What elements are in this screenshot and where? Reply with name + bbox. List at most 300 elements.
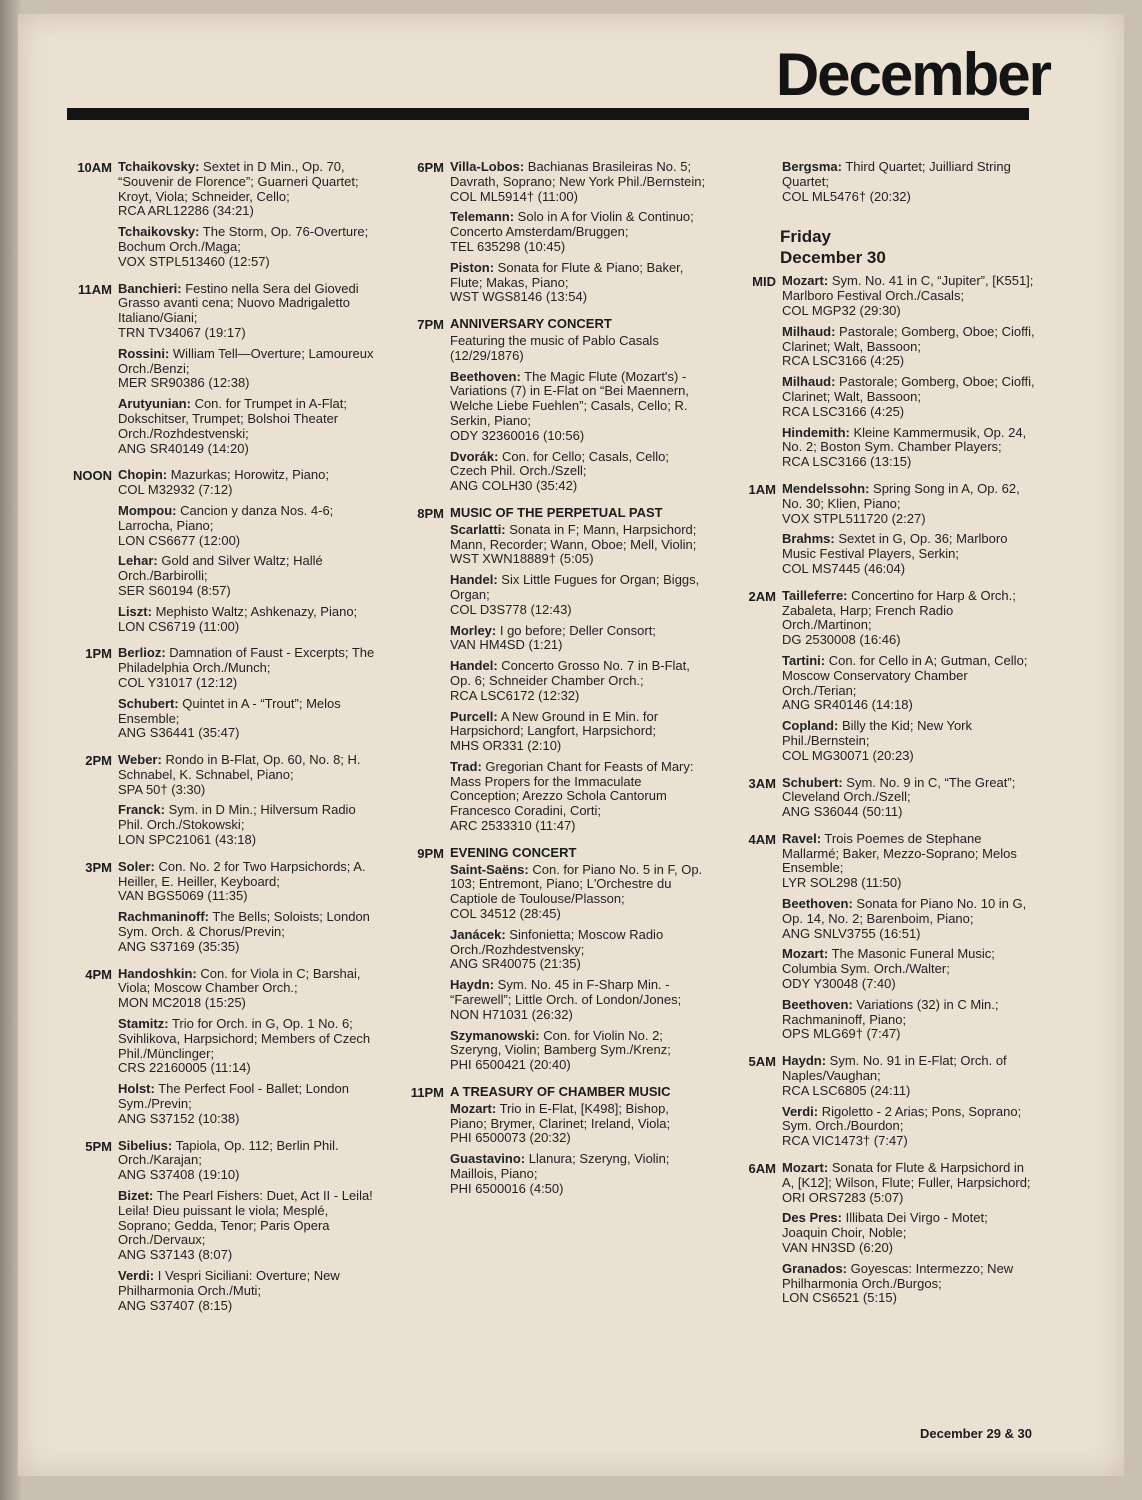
listing-entry: [450, 210, 708, 254]
recording-id: COL M32932 (7:12): [118, 482, 233, 498]
time-label: 9PM: [417, 845, 444, 861]
composer: Mendelssohn:: [782, 480, 870, 496]
composer: Soler:: [118, 858, 155, 874]
work-details: Con. for Viola in C; Barshai, Viola; Moscow Chamber Orch.;: [118, 965, 361, 996]
time-label: 2AM: [748, 588, 776, 604]
time-slot: [398, 1085, 708, 1203]
recording-id: DG 2530008 (16:46): [782, 632, 901, 648]
recording-id: RCA LSC6805 (24:11): [782, 1082, 911, 1098]
recording-id: ANG SR40075 (21:35): [450, 956, 581, 972]
listing-entry: [118, 554, 384, 598]
program-title: ANNIVERSARY CONCERT: [450, 316, 612, 332]
listing-entry: [118, 860, 384, 904]
time-label: 5PM: [85, 1138, 112, 1154]
composer: Berlioz:: [118, 645, 166, 661]
time-label: 10AM: [77, 160, 112, 175]
composer: Tchaikovsky:: [118, 159, 200, 174]
work-details: Gregorian Chant for Feasts of Mary: Mass Propers for the Immaculate Conception; Arezzo Schola Cantorum Francesco Coradini, Corti;: [450, 758, 694, 819]
work-details: Sym. No. 45 in F-Sharp Min. - “Farewell”; Little Orch. of London/Jones;: [450, 977, 682, 1008]
recording-id: PHI 6500421 (20:40): [450, 1057, 571, 1073]
program-description: Featuring the music of Pablo Casals (12/29/1876): [450, 332, 659, 363]
day-heading-weekday: Friday: [780, 227, 832, 247]
recording-id: ANG S37152 (10:38): [118, 1110, 240, 1126]
time-slot: [730, 1161, 1035, 1312]
listing-entry: [450, 1029, 708, 1073]
time-slot: [398, 506, 708, 840]
composer: Mozart:: [782, 273, 829, 289]
listing-entry: [450, 1152, 708, 1196]
listing-entry: [118, 753, 384, 797]
header-rule: [67, 108, 1029, 120]
listing-entry: [782, 1262, 1035, 1306]
time-slot: [66, 160, 384, 276]
slot-entries: [118, 646, 384, 747]
listing-entry: [782, 375, 1035, 419]
slot-entries: [782, 1054, 1035, 1155]
composer: Sibelius:: [118, 1137, 173, 1153]
program-title: A TREASURY OF CHAMBER MUSIC: [450, 1084, 671, 1100]
composer: Janácek:: [450, 926, 506, 942]
work-details: Con. No. 2 for Two Harpsichords; A. Heiller, E. Heiller, Keyboard;: [118, 858, 366, 889]
listing-entry: [118, 397, 384, 456]
work-details: Variations (32) in C Min.; Rachmaninoff, Piano;: [782, 996, 999, 1027]
work-details: Con. for Cello in A; Gutman, Cello; Moscow Conservatory Chamber Orch./Terian;: [782, 652, 1028, 698]
composer: Lehar:: [118, 553, 158, 569]
recording-id: MON MC2018 (15:25): [118, 995, 246, 1011]
listing-entry: [782, 589, 1035, 648]
work-details: Sinfonietta; Moscow Radio Orch./Rozhdestvensky;: [450, 926, 664, 957]
composer: Beethoven:: [782, 996, 853, 1012]
composer: Chopin:: [118, 467, 168, 483]
composer: Tartini:: [782, 652, 826, 668]
time-label: [730, 160, 782, 210]
work-details: Bachianas Brasileiras No. 5; Davrath, Soprano; New York Phil./Bernstein;: [450, 159, 706, 189]
work-details: Solo in A for Violin & Continuo; Concerto Amsterdam/Bruggen;: [450, 209, 694, 240]
composer: Schubert:: [782, 774, 843, 790]
slot-entries: [118, 1139, 384, 1320]
composer: Des Pres:: [782, 1210, 842, 1226]
work-details: The Magic Flute (Mozart's) - Variations (7) in E-Flat on “Bei Maennern, Welche Liebe Fuehlen”; Casals, Cello; R. Serkin, Piano;: [450, 368, 689, 428]
time-slot: [66, 860, 384, 961]
time-label: 2PM: [85, 753, 112, 769]
column-3-schedule: [730, 274, 1035, 1312]
listing-entry: [782, 1161, 1035, 1205]
recording-id: WST WGS8146 (13:54): [450, 289, 588, 305]
work-details: Pastorale; Gomberg, Oboe; Cioffi, Clarinet; Walt, Bassoon;: [782, 374, 1035, 404]
listing-entry: [782, 1105, 1035, 1149]
composer: Bergsma:: [782, 159, 842, 174]
work-details: Sextet in G, Op. 36; Marlboro Music Festival Players, Serkin;: [782, 531, 1008, 562]
recording-id: LON SPC21061 (43:18): [118, 832, 257, 848]
recording-id: ANG S37143 (8:07): [118, 1247, 233, 1263]
recording-id: COL MG30071 (20:23): [782, 747, 914, 763]
recording-id: ODY 32360016 (10:56): [450, 427, 585, 443]
recording-id: TEL 635298 (10:45): [450, 238, 566, 254]
slot-entries: [118, 753, 384, 854]
composer: Banchieri:: [118, 280, 182, 296]
recording-id: VAN BGS5069 (11:35): [118, 888, 248, 904]
work-details: Damnation of Faust - Excerpts; The Philadelphia Orch./Munch;: [118, 645, 375, 676]
recording-id: ANG SR40149 (14:20): [118, 440, 249, 456]
composer: Mozart:: [450, 1100, 497, 1116]
listing-entry: [118, 1082, 384, 1126]
listing-entry: [450, 160, 708, 204]
composer: Haydn:: [782, 1053, 827, 1069]
time-slot: [398, 160, 708, 311]
recording-id: PHI 6500073 (20:32): [450, 1130, 571, 1146]
listing-entry: [118, 967, 384, 1011]
composer: Milhaud:: [782, 323, 836, 339]
listing-entry: [782, 1211, 1035, 1255]
column-2: [398, 160, 708, 1209]
listing-entry: [782, 776, 1035, 820]
work-details: Con. for Violin No. 2; Szeryng, Violin; Bamberg Sym./Krenz;: [450, 1027, 671, 1058]
page-title: December: [775, 41, 1050, 108]
listing-entry: [782, 274, 1035, 318]
listing-entry: [782, 897, 1035, 941]
time-label: 8PM: [417, 505, 444, 521]
work-details: Gold and Silver Waltz; Hallé Orch./Barbirolli;: [118, 553, 323, 584]
listing-entry: [450, 659, 708, 703]
recording-id: ORI ORS7283 (5:07): [782, 1189, 904, 1205]
work-details: Rigoletto - 2 Arias; Pons, Soprano; Sym. Orch./Bourdon;: [782, 1103, 1022, 1134]
composer: Liszt:: [118, 603, 152, 619]
work-details: Spring Song in A, Op. 62, No. 30; Klien, Piano;: [782, 480, 1020, 511]
work-details: Trois Poemes de Stephane Mallarmé; Baker, Mezzo-Soprano; Melos Ensemble;: [782, 830, 1017, 876]
work-details: Third Quartet; Juilliard String Quartet;: [782, 159, 1011, 189]
work-details: Sym. No. 9 in C, “The Great”; Cleveland Orch./Szell;: [782, 774, 1016, 805]
recording-id: COL ML5476† (20:32): [782, 188, 911, 204]
work-details: Sonata for Flute & Piano; Baker, Flute; Makas, Piano;: [450, 259, 684, 290]
work-details: Tapiola, Op. 112; Berlin Phil. Orch./Karajan;: [118, 1137, 339, 1168]
listing-entry: [450, 370, 708, 444]
listing-entry: [118, 1017, 384, 1076]
composer: Haydn:: [450, 977, 495, 993]
composer: Szymanowski:: [450, 1027, 540, 1043]
recording-id: SER S60194 (8:57): [118, 582, 231, 598]
composer: Rossini:: [118, 345, 170, 361]
work-details: I go before; Deller Consort;: [496, 622, 656, 638]
recording-id: RCA ARL12286 (34:21): [118, 203, 254, 219]
composer: Villa-Lobos:: [450, 159, 525, 174]
composer: Piston:: [450, 259, 495, 275]
recording-id: ANG S36044 (50:11): [782, 804, 903, 820]
day-heading: [780, 226, 1035, 268]
listing-entry: [450, 760, 708, 834]
recording-id: COL Y31017 (12:12): [118, 674, 238, 690]
recording-id: RCA LSC3166 (4:25): [782, 353, 905, 369]
slot-entries: [118, 860, 384, 961]
listing-entry: [118, 646, 384, 690]
work-details: The Pearl Fishers: Duet, Act II - Leila! Leila! Dieu puissant le viola; Mesplé, Soprano; Gedda, Tenor; Paris Opera Orch./Dervaux;: [118, 1188, 373, 1248]
column-3: [730, 160, 1035, 1318]
recording-id: ANG S37169 (35:35): [118, 938, 240, 954]
recording-id: LON CS6677 (12:00): [118, 532, 241, 548]
composer: Handoshkin:: [118, 965, 197, 981]
listing-entry: [782, 947, 1035, 991]
column-3-continuation: [730, 160, 1035, 210]
work-details: Quintet in A - “Trout”; Melos Ensemble;: [118, 695, 341, 726]
listing-entry: [450, 573, 708, 617]
time-label: 1PM: [85, 646, 112, 662]
listing-entry: [782, 1054, 1035, 1098]
slot-entries: [782, 482, 1035, 583]
recording-id: CRS 22160005 (11:14): [118, 1060, 251, 1076]
listing-entry: [118, 160, 384, 219]
time-slot: [66, 646, 384, 747]
time-label: 3PM: [85, 859, 112, 875]
listing-entry: [118, 1189, 384, 1263]
time-label: NOON: [73, 468, 112, 484]
slot-entries: [450, 317, 708, 500]
recording-id: PHI 6500016 (4:50): [450, 1180, 564, 1196]
work-details: Rondo in B-Flat, Op. 60, No. 8; H. Schnabel, K. Schnabel, Piano;: [118, 752, 361, 782]
work-details: Festino nella Sera del Giovedi Grasso avanti cena; Nuovo Madrigaletto Italiano/Giani;: [118, 280, 359, 326]
recording-id: LON CS6521 (5:15): [782, 1290, 897, 1306]
composer: Copland:: [782, 718, 839, 734]
time-label: 7PM: [417, 317, 444, 333]
slot-entries: [782, 832, 1035, 1048]
work-details: The Perfect Fool - Ballet; London Sym./Previn;: [118, 1081, 349, 1112]
recording-id: WST XWN18889† (5:05): [450, 551, 594, 567]
time-slot: [730, 589, 1035, 770]
listing-entry: [450, 1102, 708, 1146]
listing-entry: [782, 426, 1035, 470]
composer: Brahms:: [782, 531, 835, 547]
time-label: 4PM: [85, 966, 112, 982]
composer: Scarlatti:: [450, 521, 506, 537]
recording-id: ODY Y30048 (7:40): [782, 976, 896, 992]
recording-id: ANG S36441 (35:47): [118, 725, 240, 741]
composer: Granados:: [782, 1260, 848, 1276]
work-details: Sym. in D Min.; Hilversum Radio Phil. Orch./Stokowski;: [118, 802, 356, 833]
time-slot: [66, 967, 384, 1133]
composer: Trad:: [450, 758, 482, 774]
time-label: 11PM: [410, 1085, 444, 1101]
time-label: 4AM: [748, 831, 776, 847]
listing-entry: [118, 282, 384, 341]
composer: Morley:: [450, 622, 497, 638]
column-1: [66, 160, 384, 1325]
slot-entries: [782, 160, 1035, 210]
listing-entry: [782, 532, 1035, 576]
time-slot: [398, 317, 708, 500]
composer: Ravel:: [782, 830, 822, 846]
composer: Telemann:: [450, 209, 515, 225]
recording-id: VOX STPL511720 (2:27): [782, 510, 926, 526]
time-slot: [398, 846, 708, 1079]
listing-entry: [782, 832, 1035, 891]
program-title: EVENING CONCERT: [450, 844, 577, 860]
work-details: Con. for Cello; Casals, Cello; Czech Phil. Orch./Szell;: [450, 448, 669, 479]
listing-entry: [782, 482, 1035, 526]
slot-entries: [450, 506, 708, 840]
time-label: MID: [752, 274, 776, 290]
slot-entries: [118, 160, 384, 276]
work-details: Sonata for Flute & Harpsichord in A, [K12]; Wilson, Flute; Fuller, Harpsichord;: [782, 1160, 1031, 1190]
recording-id: LON CS6719 (11:00): [118, 618, 240, 634]
work-details: William Tell—Overture; Lamoureux Orch./Benzi;: [118, 345, 374, 376]
slot-entries: [782, 776, 1035, 826]
listing-entry: [118, 1269, 384, 1313]
composer: Tchaikovsky:: [118, 224, 200, 240]
recording-id: RCA LSC3166 (13:15): [782, 454, 912, 470]
recording-id: ANG S37407 (8:15): [118, 1297, 233, 1313]
time-label: 5AM: [748, 1054, 776, 1070]
recording-id: OPS MLG69† (7:47): [782, 1026, 901, 1042]
slot-entries: [782, 589, 1035, 770]
program-title: MUSIC OF THE PERPETUAL PAST: [450, 504, 663, 520]
composer: Mozart:: [782, 1160, 829, 1176]
composer: Stamitz:: [118, 1016, 169, 1032]
recording-id: COL MS7445 (46:04): [782, 560, 906, 576]
work-details: Mazurkas; Horowitz, Piano;: [167, 467, 329, 483]
listing-entry: [450, 978, 708, 1022]
composer: Verdi:: [782, 1103, 819, 1119]
listing-entry: [118, 1139, 384, 1183]
work-details: Sextet in D Min., Op. 70, “Souvenir de Florence”; Guarneri Quartet; Kroyt, Viola; Schneider, Cello;: [118, 159, 359, 204]
time-label: 1AM: [748, 481, 776, 497]
composer: Weber:: [118, 752, 162, 768]
listing-entry: [118, 910, 384, 954]
recording-id: ANG S37408 (19:10): [118, 1167, 240, 1183]
time-slot: [66, 1139, 384, 1320]
listing-entry: [782, 719, 1035, 763]
composer: Saint-Saëns:: [450, 861, 529, 877]
page-footer: December 29 & 30: [919, 1426, 1032, 1441]
listing-entry: [118, 605, 384, 635]
work-details: The Storm, Op. 76-Overture; Bochum Orch./Maga;: [118, 224, 369, 254]
recording-id: RCA LSC6172 (12:32): [450, 687, 580, 703]
work-details: Trio in E-Flat, [K498]; Bishop, Piano; Brymer, Clarinet; Ireland, Viola;: [450, 1100, 671, 1131]
composer: Milhaud:: [782, 374, 836, 390]
recording-id: NON H71031 (26:32): [450, 1006, 573, 1022]
recording-id: RCA LSC3166 (4:25): [782, 403, 905, 419]
work-details: Kleine Kammermusik, Op. 24, No. 2; Boston Sym. Chamber Players;: [782, 424, 1027, 455]
listing-entry: [118, 468, 384, 498]
composer: Franck:: [118, 802, 165, 818]
recording-id: ANG SR40146 (14:18): [782, 697, 913, 713]
work-details: The Masonic Funeral Music; Columbia Sym. Orch./Walter;: [782, 946, 995, 977]
recording-id: ARC 2533310 (11:47): [450, 818, 576, 834]
composer: Hindemith:: [782, 424, 850, 440]
slot-entries: [782, 1161, 1035, 1312]
recording-id: COL MGP32 (29:30): [782, 302, 901, 318]
slot-entries: [450, 160, 708, 311]
composer: Handel:: [450, 658, 498, 674]
composer: Dvorák:: [450, 448, 499, 464]
recording-id: SPA 50† (3:30): [118, 781, 206, 797]
work-details: Llanura; Szeryng, Violin; Maillois, Piano;: [450, 1151, 670, 1182]
listing-entry: [450, 261, 708, 305]
slot-entries: [118, 967, 384, 1133]
listing-entry: [118, 697, 384, 741]
work-details: Sonata for Piano No. 10 in G, Op. 14, No. 2; Barenboim, Piano;: [782, 896, 1027, 926]
composer: Schubert:: [118, 695, 179, 711]
recording-id: VOX STPL513460 (12:57): [118, 253, 270, 269]
slot-entries: [782, 274, 1035, 476]
time-slot: [730, 274, 1035, 476]
composer: Bizet:: [118, 1188, 154, 1204]
listing-entry: [450, 523, 708, 567]
recording-id: VAN HN3SD (6:20): [782, 1240, 894, 1256]
composer: Handel:: [450, 572, 498, 588]
composer: Guastavino:: [450, 1151, 526, 1167]
listing-entry: [782, 325, 1035, 369]
recording-id: VAN HM4SD (1:21): [450, 637, 563, 653]
work-details: Goyescas: Intermezzo; New Philharmonia Orch./Burgos;: [782, 1260, 1014, 1291]
composer: Mozart:: [782, 946, 829, 962]
listing-entry: [782, 654, 1035, 713]
work-details: Trio for Orch. in G, Op. 1 No. 6; Svihlikova, Harpsichord; Members of Czech Phil./Münclinger;: [118, 1016, 371, 1061]
composer: Verdi:: [118, 1268, 155, 1283]
work-details: Pastorale; Gomberg, Oboe; Cioffi, Clarinet; Walt, Bassoon;: [782, 323, 1035, 354]
work-details: Billy the Kid; New York Phil./Bernstein;: [782, 718, 973, 748]
work-details: Sonata in F; Mann, Harpsichord; Mann, Recorder; Wann, Oboe; Mell, Violin;: [450, 521, 697, 552]
work-details: Concertino for Harp & Orch.; Zabaleta, Harp; French Radio Orch./Martinon;: [782, 587, 1016, 633]
composer: Beethoven:: [450, 368, 521, 384]
listing-entry: [118, 347, 384, 391]
time-slot: [730, 482, 1035, 583]
work-details: Sym. No. 41 in C, “Jupiter”, [K551]; Marlboro Festival Orch./Casals;: [782, 273, 1034, 304]
time-label: 11AM: [78, 281, 112, 297]
work-details: Illibata Dei Virgo - Motet; Joaquin Choir, Noble;: [782, 1210, 988, 1241]
time-label: 6AM: [748, 1161, 776, 1177]
recording-id: COL ML5914† (11:00): [450, 188, 578, 204]
time-slot: [66, 468, 384, 640]
time-slot: [730, 1054, 1035, 1155]
listing-entry: [782, 998, 1035, 1042]
listing-entry: [118, 225, 384, 269]
time-label: 6PM: [417, 160, 444, 175]
listing-entry: [450, 863, 708, 922]
work-details: Cancion y danza Nos. 4-6; Larrocha, Piano;: [118, 502, 334, 533]
recording-id: LYR SOL298 (11:50): [782, 875, 902, 891]
recording-id: MER SR90386 (12:38): [118, 375, 250, 391]
slot-entries: [450, 846, 708, 1079]
recording-id: ANG COLH30 (35:42): [450, 478, 578, 494]
composer: Purcell:: [450, 708, 498, 724]
work-details: Con. for Trumpet in A-Flat; Dokschitser, Trumpet; Bolshoi Theater Orch./Rozhdestvenski;: [118, 396, 348, 441]
composer: Mompou:: [118, 502, 177, 518]
time-slot: [66, 753, 384, 854]
slot-entries: [450, 1085, 708, 1203]
recording-id: MHS OR331 (2:10): [450, 738, 562, 754]
recording-id: COL D3S778 (12:43): [450, 601, 572, 617]
time-slot: [66, 282, 384, 463]
work-details: Sym. No. 91 in E-Flat; Orch. of Naples/Vaughan;: [782, 1053, 1007, 1084]
recording-id: COL 34512 (28:45): [450, 906, 561, 922]
recording-id: ANG SNLV3755 (16:51): [782, 925, 921, 941]
listing-entry: [450, 450, 708, 494]
listing-entry: [450, 710, 708, 754]
composer: Rachmaninoff:: [118, 909, 209, 925]
recording-id: RCA VIC1473† (7:47): [782, 1133, 908, 1149]
work-details: Six Little Fugues for Organ; Biggs, Organ;: [450, 572, 700, 602]
time-slot: [730, 776, 1035, 826]
listing-entry: [118, 803, 384, 847]
work-details: Mephisto Waltz; Ashkenazy, Piano;: [151, 603, 358, 619]
listing-entry: [118, 504, 384, 548]
work-details: A New Ground in E Min. for Harpsichord; Langfort, Harpsichord;: [450, 708, 659, 739]
composer: Tailleferre:: [782, 587, 848, 603]
composer: Arutyunian:: [118, 396, 191, 412]
slot-entries: [118, 282, 384, 463]
slot-entries: [118, 468, 384, 640]
recording-id: TRN TV34067 (19:17): [118, 324, 246, 340]
composer: Holst:: [118, 1081, 155, 1097]
time-slot: [730, 160, 1035, 210]
